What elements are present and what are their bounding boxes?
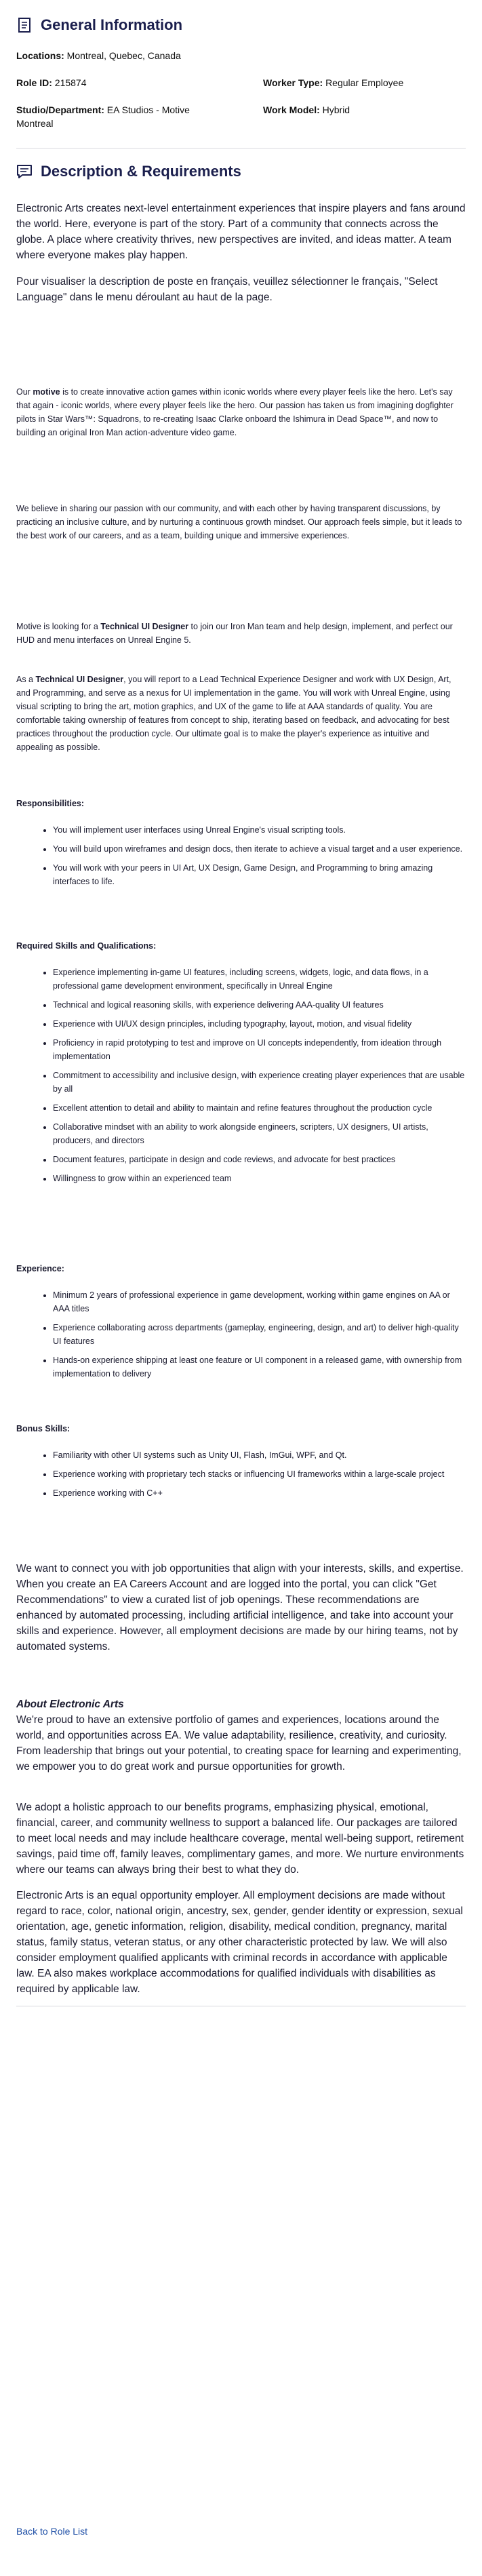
connect-paragraph: We want to connect you with job opportunities that align with your interests, skills, and expertise. When you create an EA Careers Account and are logged into the portal, you can click "Get Recommendations" to view a curated list of job openings. These recommendations are enhanced by automated processing, including artificial intelligence, and take into account your skills and experience. However, all employment decisions are made by our hiring teams, not by automated systems. (16, 1563, 464, 1652)
studio-value: EA Studios - Motive (106, 104, 190, 115)
list-item: • Technical and logical reasoning skills, with experience delivering AAA-quality UI features (53, 998, 466, 1012)
as-pre: As a (16, 675, 36, 684)
list-item: • Experience working with C++ (53, 1486, 466, 1500)
work-model-field (263, 103, 350, 117)
intro-paragraph: Electronic Arts creates next-level entertainment experiences that inspire players and fans around the world. Here, everyone is part of the story. Part of a community that connects across the globe. A place where creativity thrives, new perspectives are invited, and ideas matter. A team where everyone makes play happen. (16, 203, 466, 261)
work-model-label: Work Model: (263, 104, 320, 115)
responsibilities-block (16, 799, 466, 894)
motive-bold: motive (33, 387, 60, 397)
experience-list (16, 1288, 466, 1381)
looking-block (16, 620, 466, 647)
locations-label: Locations: (16, 50, 64, 61)
eeo-block (16, 1888, 466, 2008)
experience-label: Experience: (16, 1264, 64, 1273)
locations-field (16, 49, 181, 62)
looking-bold: Technical UI Designer (100, 622, 189, 631)
motive-post: is to create innovative action games within iconic worlds where every player feels like the hero. Let's say that again - iconic worlds, where every player feels like the hero. Our passion has taken us from imagining dogfighter pilots in Star Wars™: Squadrons, to re-creating Isaac Clarke onboard the Ishimura in Dead Space™, and now to building an original Iron Man action-adventure video game. (16, 387, 454, 437)
connect-block (16, 1561, 466, 1665)
about-paragraph (16, 1697, 466, 1775)
bonus-list (16, 1448, 466, 1500)
worker-type-value: Regular Employee (325, 77, 404, 88)
list-item: • Experience working with proprietary tech stacks or influencing UI frameworks within a large-scale project (53, 1467, 466, 1481)
list-item: • Excellent attention to detail and ability to maintain and refine features throughout the production cycle (53, 1101, 466, 1115)
worker-type-label: Worker Type: (263, 77, 323, 88)
list-item: • Experience collaborating across departments (gameplay, engineering, design, and art) to deliver high-quality UI features (53, 1321, 466, 1348)
description-intro-block (16, 201, 466, 316)
as-post: , you will report to a Lead Technical Experience Designer and work with UX Design, Art, and Programming, and serve as a nexus for UI implementation in the game. You will work with Unreal Engine, using visual scripting to bring the art, motion graphics, and UX of the game to life at AAA standards of quality. You are comfortable taking ownership of features from concept to ship, iterating based on feedback, and advocating for best practices throughout the production cycle. Our ultimate goal is to make the player's experience as intuitive and appealing as possible. (16, 675, 451, 752)
locations-value: Montreal, Quebec, Canada (66, 50, 181, 61)
eeo-paragraph: Electronic Arts is an equal opportunity employer. All employment decisions are made without regard to race, color, national origin, ancestry, sex, gender, gender identity or expression, sexual orientation, age, genetic information, religion, disability, medical condition, pregnancy, marital status, family status, veteran status, or any other characteristic protected by law. We will also consider employment qualified applicants with criminal records in accordance with applicable law. EA also makes workplace accommodations for qualified individuals with disabilities as required by applicable law. (16, 1890, 463, 1995)
skills-block (16, 941, 466, 1191)
document-icon (16, 18, 34, 33)
list-item: • You will implement user interfaces using Unreal Engine's visual scripting tools. (53, 823, 466, 837)
description-header (16, 163, 241, 180)
sharing-paragraph: We believe in sharing our passion with our community, and with each other by having transparent discussions, by practicing an inclusive culture, and by nurturing a continuous growth mindset. Our approach feels simple, but it leads to the best work of our careers, and as a team, building unique and immersive experiences. (16, 504, 462, 540)
role-id-label: Role ID: (16, 77, 52, 88)
about-block (16, 1697, 466, 1775)
skills-list (16, 966, 466, 1185)
worker-type-field (263, 76, 403, 90)
role-id-field (16, 76, 87, 90)
list-item: • Familiarity with other UI systems such as Unity UI, Flash, ImGui, WPF, and Qt. (53, 1448, 466, 1462)
back-to-role-list-link[interactable]: Back to Role List (16, 2526, 88, 2537)
list-item: • Proficiency in rapid prototyping to test and improve on UI concepts independently, from ideation through implementation (53, 1036, 466, 1063)
as-bold: Technical UI Designer (35, 675, 124, 684)
about-text: We're proud to have an extensive portfolio of games and experiences, locations around the world, and opportunities across EA. We value adaptability, resilience, creativity, and curiosity. From leadership that brings out your potential, to creating space for learning and experimenting, we empower you to do great work and pursue opportunities for growth. (16, 1714, 462, 1772)
list-item: • Experience implementing in-game UI features, including screens, widgets, logic, and data flows, in a professional game development environment, specifically in Unreal Engine (53, 966, 466, 993)
about-heading: About Electronic Arts (16, 1699, 124, 1710)
responsibilities-label: Responsibilities: (16, 799, 85, 808)
general-info-header (16, 16, 182, 34)
list-item: • Commitment to accessibility and inclusive design, with experience creating player experiences that are usable by all (53, 1069, 466, 1096)
bonus-block (16, 1424, 466, 1505)
motive-block (16, 385, 466, 439)
general-info-title: General Information (41, 16, 183, 33)
chat-lines-icon (16, 164, 34, 179)
list-item: • You will work with your peers in UI Art, UX Design, Game Design, and Programming to bring amazing interfaces to life. (53, 861, 466, 888)
role-paragraph (16, 673, 466, 754)
motive-pre: Our (16, 387, 33, 397)
studio-label: Studio/Department: (16, 104, 104, 115)
sharing-block (16, 502, 466, 542)
french-note-paragraph: Pour visualiser la description de poste en français, veuillez sélectionner le français, "Select Language" dans le menu déroulant au haut de la page. (16, 276, 438, 303)
work-model-value: Hybrid (322, 104, 350, 115)
description-title: Description & Requirements (41, 163, 241, 180)
benefits-paragraph: We adopt a holistic approach to our benefits programs, emphasizing physical, emotional, financial, career, and community wellness to support a balanced life. Our packages are tailored to meet local needs and may include healthcare coverage, mental well-being support, retirement savings, paid time off, family leaves, complimentary games, and more. We nurture environments where our teams can always bring their best to what they do. (16, 1802, 464, 1876)
list-item: • Experience with UI/UX design principles, including typography, layout, motion, and visual fidelity (53, 1017, 466, 1031)
responsibilities-list (16, 823, 466, 888)
list-item: • Minimum 2 years of professional experience in game development, working within game engines on AA or AAA titles (53, 1288, 466, 1315)
experience-block (16, 1264, 466, 1386)
list-item: • Collaborative mindset with an ability to work alongside engineers, scripters, UX designers, UI artists, producers, and directors (53, 1120, 466, 1147)
list-item: • Hands-on experience shipping at least one feature or UI component in a released game, with ownership from implementation to delivery (53, 1353, 466, 1381)
bonus-label: Bonus Skills: (16, 1424, 71, 1433)
role-block (16, 673, 466, 754)
looking-pre: Motive is looking for a (16, 622, 101, 631)
benefits-block (16, 1800, 466, 1888)
motive-paragraph (16, 385, 466, 439)
list-item: • Document features, participate in design and code reviews, and advocate for best practices (53, 1153, 466, 1166)
role-id-value: 215874 (54, 77, 87, 88)
studio-value-line2: Montreal (16, 118, 54, 129)
skills-label: Required Skills and Qualifications: (16, 941, 157, 951)
list-item: • Willingness to grow within an experienced team (53, 1172, 466, 1185)
looking-paragraph (16, 620, 466, 647)
looking-post: to join our Iron Man team and help design, implement, and perfect our HUD and menu interfaces on Unreal Engine 5. (16, 622, 453, 645)
list-item: • You will build upon wireframes and design docs, then iterate to achieve a visual target and a user experience. (53, 842, 466, 856)
studio-field (16, 103, 233, 130)
